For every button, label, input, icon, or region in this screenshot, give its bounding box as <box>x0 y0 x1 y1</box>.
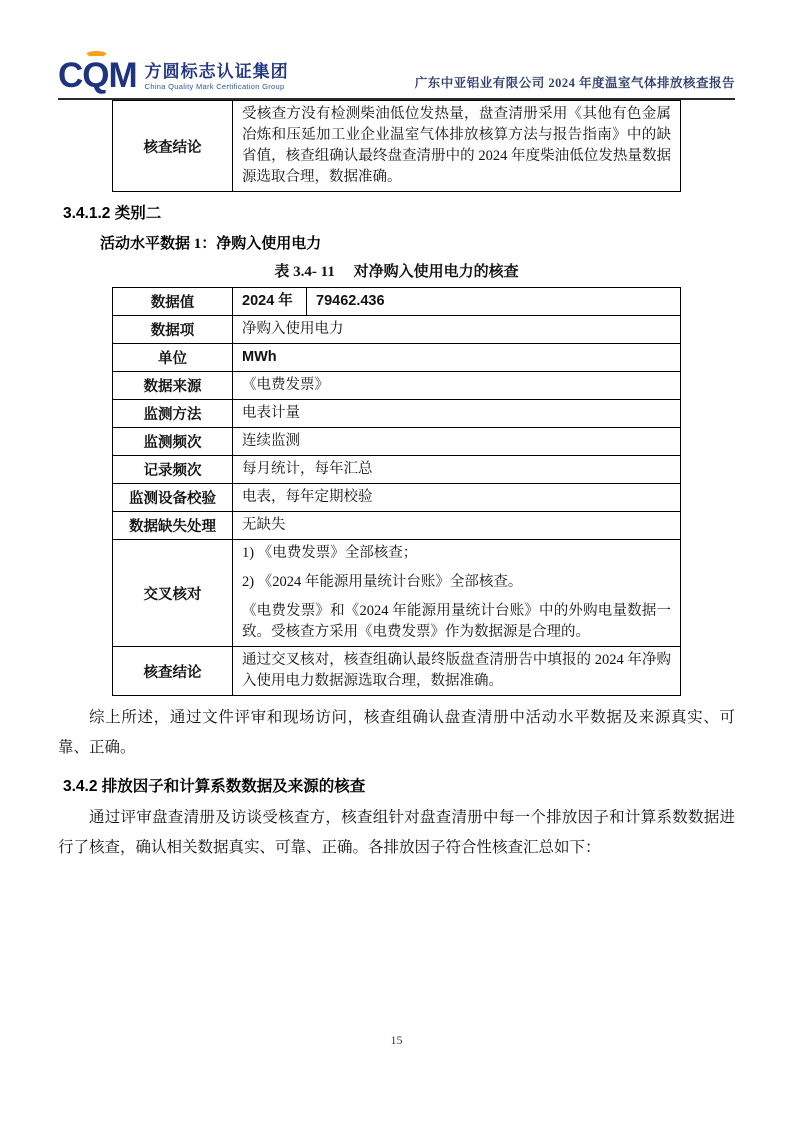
row-label: 数据值 <box>113 288 233 316</box>
activity-data-subheading: 活动水平数据 1：净购入使用电力 <box>100 236 322 252</box>
cross-check-item-2: 2) 《2024 年能源用量统计台账》全部核查。 <box>242 574 523 590</box>
cross-check-value <box>233 540 681 647</box>
row-label: 交叉核对 <box>113 540 233 647</box>
data-year: 2024 年 <box>233 288 307 316</box>
page-number: 15 <box>390 1033 403 1047</box>
conclusion-continuation-table <box>112 100 681 192</box>
logo-name-en: China Quality Mark Certification Group <box>144 82 285 91</box>
row-label: 监测设备校验 <box>113 484 233 512</box>
summary-paragraph: 综上所述，通过文件评审和现场访问，核查组确认盘查清册中活动水平数据及来源真实、可靠、正确。 <box>58 709 735 756</box>
row-label: 数据缺失处理 <box>113 512 233 540</box>
cross-check-item-1: 1) 《电费发票》全部核查； <box>242 545 418 561</box>
row-value: 《电费发票》 <box>233 372 681 400</box>
table-row <box>113 428 681 456</box>
section-heading-342: 3.4.2 排放因子和计算系数数据及来源的核查 <box>63 778 366 795</box>
table-row <box>113 101 681 192</box>
row-label: 单位 <box>113 344 233 372</box>
row-value: 净购入使用电力 <box>233 316 681 344</box>
table-row <box>113 344 681 372</box>
table-row <box>113 316 681 344</box>
header-doc-title: 广东中亚铝业有限公司 2024 年度温室气体排放核查报告 <box>414 76 735 90</box>
section-heading-3412: 3.4.1.2 类别二 <box>63 205 162 222</box>
electricity-verification-table <box>112 287 681 696</box>
table-row-conclusion <box>113 647 681 696</box>
page-header <box>58 57 735 100</box>
row-value: MWh <box>233 344 681 372</box>
row-value: 受核查方没有检测柴油低位发热量，盘查清册采用《其他有色金属冶炼和压延加工业企业温室气体排放核算方法与报告指南》中的缺省值，核查组确认最终盘查清册中的 2024 年度柴油低位发热量数据源选取合理，数据准确。 <box>233 101 681 192</box>
row-value: 连续监测 <box>233 428 681 456</box>
table-row <box>113 484 681 512</box>
table-row-cross-check <box>113 540 681 647</box>
cross-check-note: 《电费发票》和《2024 年能源用量统计台账》中的外购电量数据一致。受核查方采用《电费发票》作为数据源是合理的。 <box>242 603 671 640</box>
section-342-paragraph: 通过评审盘查清册及访谈受核查方，核查组针对盘查清册中每一个排放因子和计算系数数据进行了核查，确认相关数据真实、可靠、正确。各排放因子符合性核查汇总如下： <box>58 809 735 856</box>
row-value: 通过交叉核对，核查组确认最终版盘查清册告中填报的 2024 年净购入使用电力数据源选取合理，数据准确。 <box>233 647 681 696</box>
row-label: 监测频次 <box>113 428 233 456</box>
table-row <box>113 512 681 540</box>
cqm-logo <box>58 57 289 95</box>
row-value: 无缺失 <box>233 512 681 540</box>
table-caption: 表 3.4- 11 对净购入使用电力的核查 <box>274 264 519 280</box>
data-value: 79462.436 <box>307 288 681 316</box>
logo-name-block <box>145 61 289 91</box>
row-label: 数据项 <box>113 316 233 344</box>
cqm-logo-acronym <box>58 57 137 95</box>
table-row <box>113 288 681 316</box>
row-value: 电表，每年定期校验 <box>233 484 681 512</box>
logo-acronym-text: CQM <box>58 56 137 95</box>
logo-arc-icon <box>84 51 109 62</box>
table-row <box>113 372 681 400</box>
row-label: 监测方法 <box>113 400 233 428</box>
row-label: 核查结论 <box>113 101 233 192</box>
table-row <box>113 400 681 428</box>
row-label: 核查结论 <box>113 647 233 696</box>
row-value: 电表计量 <box>233 400 681 428</box>
table-row <box>113 456 681 484</box>
logo-name-cn: 方圆标志认证集团 <box>144 62 289 81</box>
row-label: 数据来源 <box>113 372 233 400</box>
row-label: 记录频次 <box>113 456 233 484</box>
row-value: 每月统计，每年汇总 <box>233 456 681 484</box>
